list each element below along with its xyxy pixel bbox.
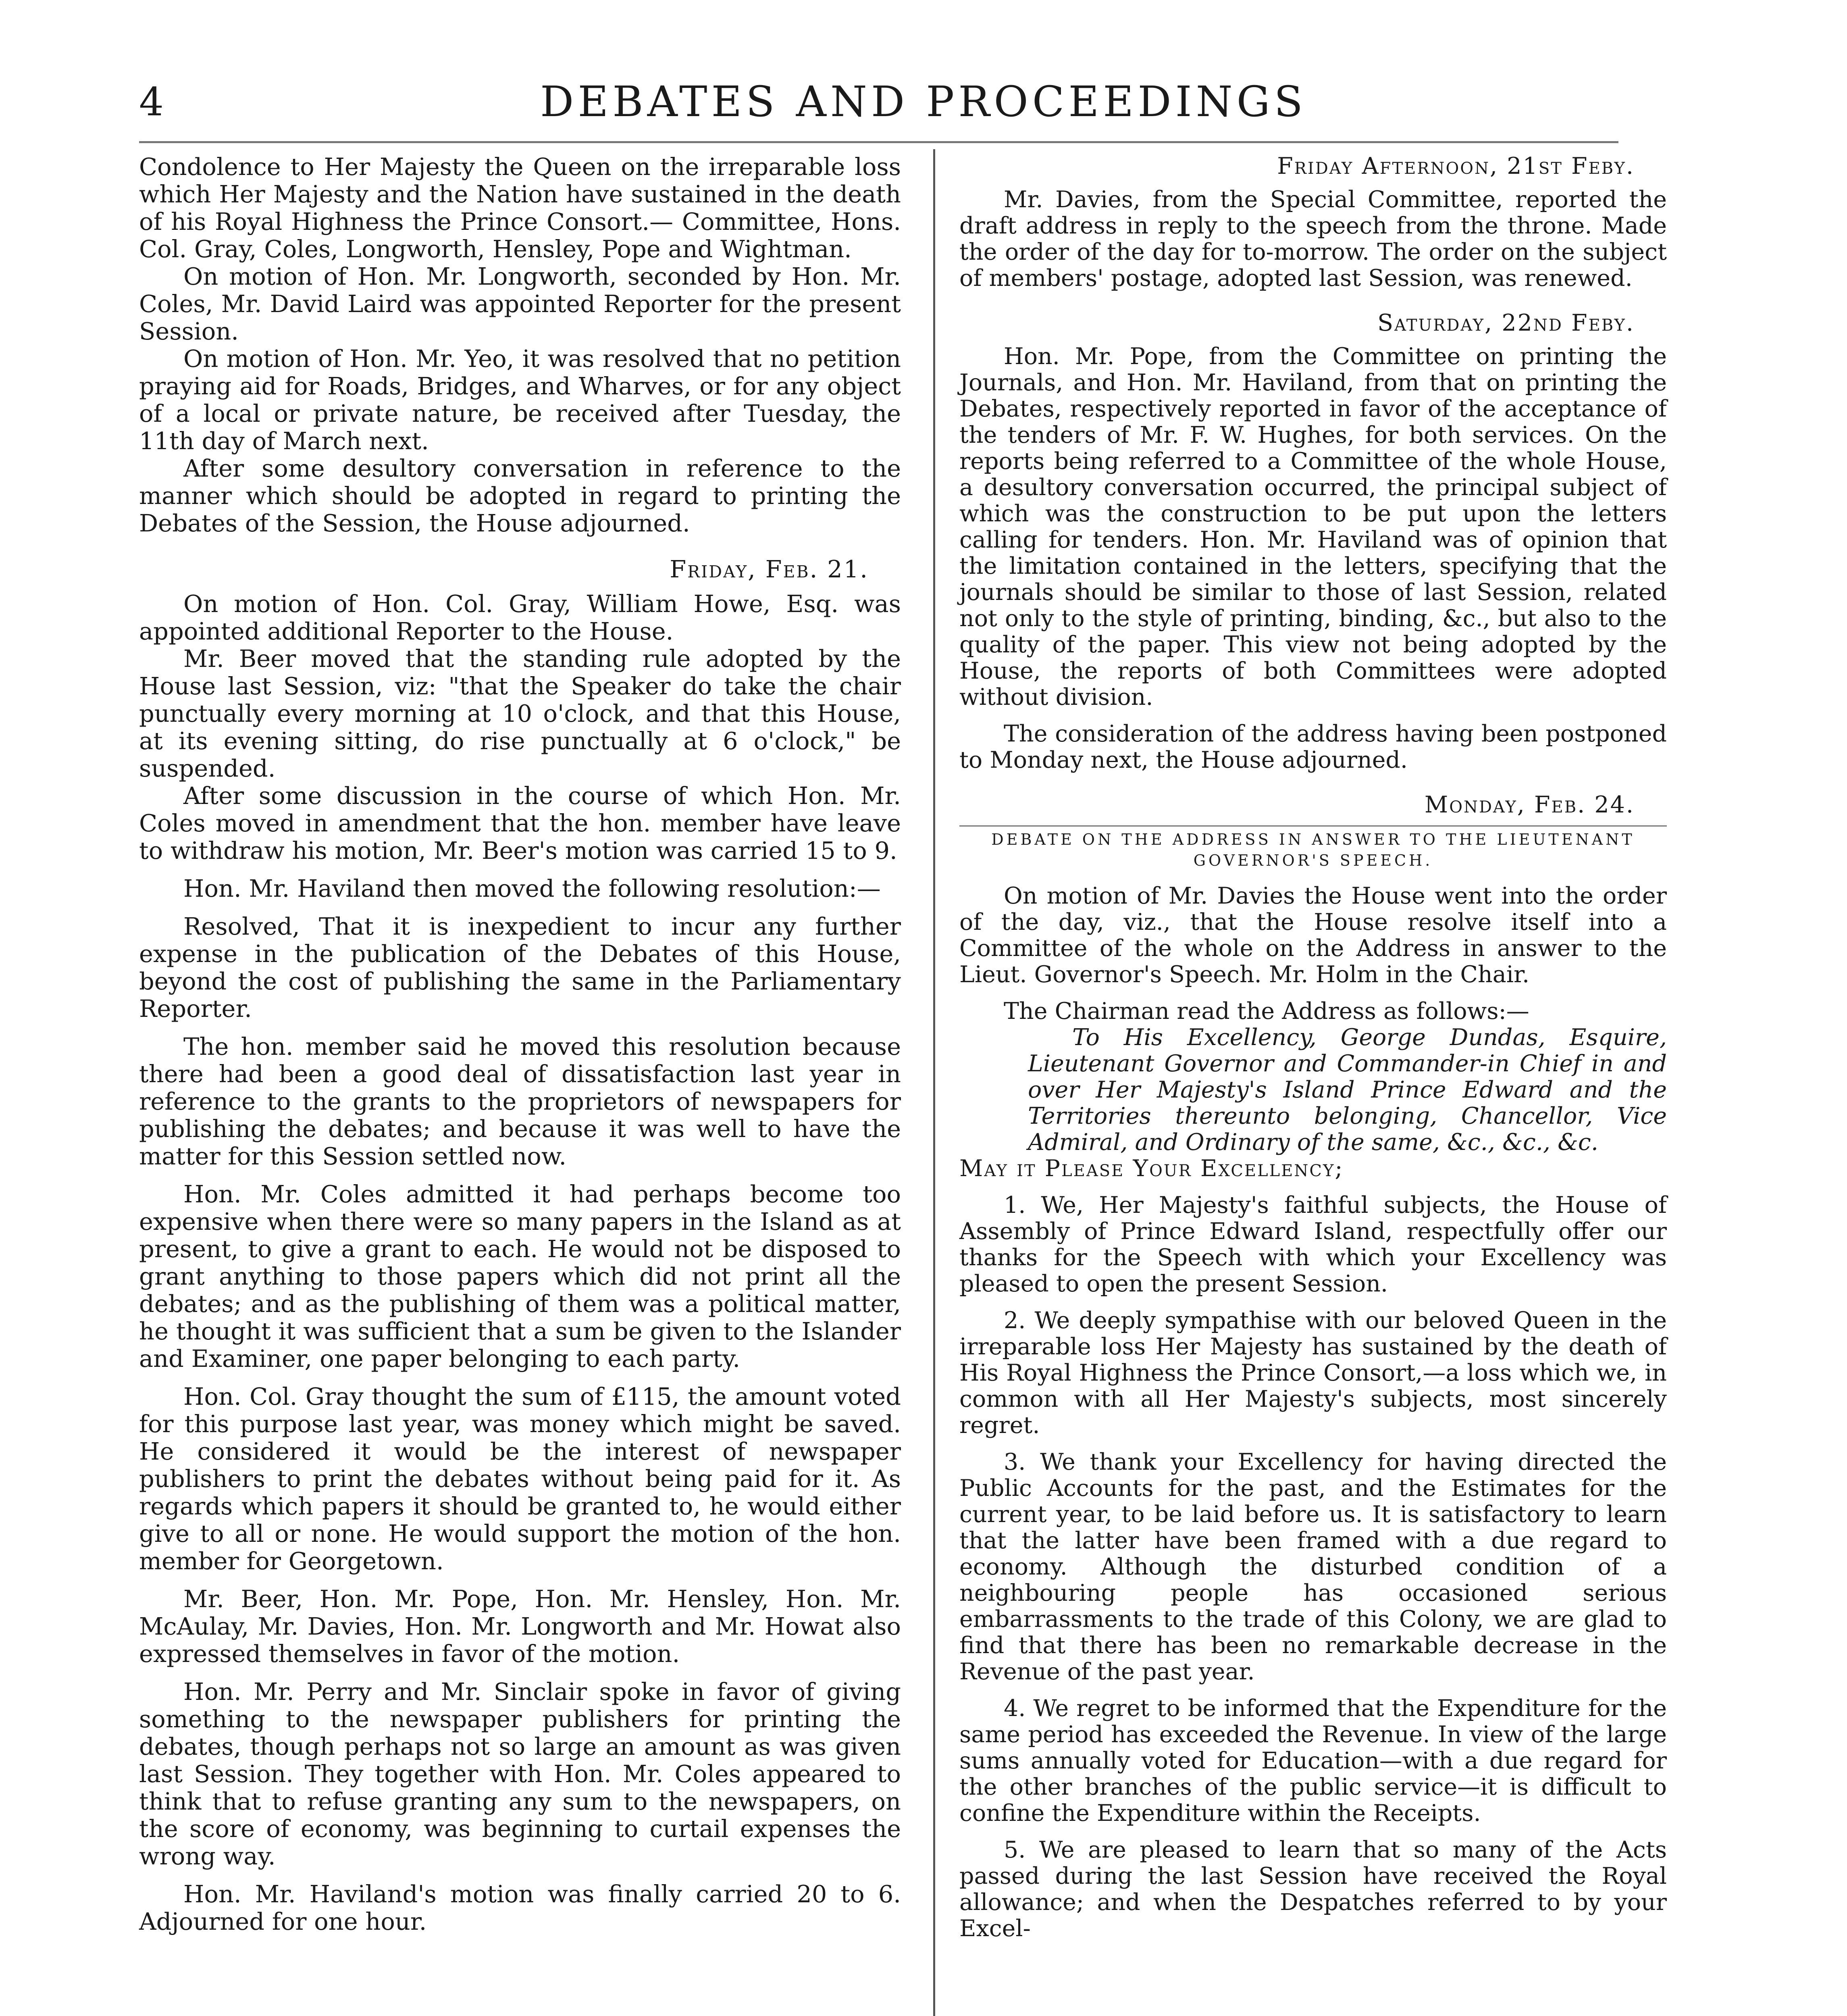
address-paragraph: 5. We are pleased to learn that so many of the Acts passed during the last Session have received the Royal allowance; and when the Despatches referred to by your Excel- [959, 1837, 1667, 1942]
salutation: May it Please Your Excellency; [959, 1155, 1344, 1182]
paragraph: Hon. Mr. Haviland then moved the following resolution:— [183, 875, 881, 902]
column-divider [933, 149, 935, 2016]
address-paragraph: 1. We, Her Majesty's faithful subjects, the House of Assembly of Prince Edward Island, respectfully offer our thanks for the Speech with which your Excellency was pleased to open the present Session. [959, 1192, 1667, 1297]
section-heading-text: DEBATE ON THE ADDRESS IN ANSWER TO THE LIEUTENANT GOVERNOR'S SPEECH. [991, 831, 1635, 869]
address-paragraph: 4. We regret to be informed that the Expenditure for the same period has exceeded the Revenue. In view of the large sums annually voted for Education—with a due regard for the other branches of the public service—it is difficult to confine the Expenditure within the Receipts. [959, 1695, 1667, 1826]
paragraph: The Chairman read the Address as follows:— [1004, 998, 1529, 1025]
left-column [139, 153, 901, 1935]
paragraph: Hon. Mr. Pope, from the Committee on printing the Journals, and Hon. Mr. Haviland, from that on printing the Debates, respectively reported in favor of the acceptance of the tenders of Mr. F. W. Hughes, for both services. On the reports being referred to a Committee of the whole House, a desultory conversation occurred, the principal subject of which was the construction to be put upon the letters calling for tenders. Hon. Mr. Haviland was of opinion that the limitation contained in the letters, specifying that the journals should be similar to those of last Session, related not only to the style of printing, binding, &c., but also to the quality of the paper. This view not being adopted by the House, the reports of both Committees were adopted without division. [959, 343, 1667, 710]
paragraph: After some desultory conversation in reference to the manner which should be adopted in regard to printing the Debates of the Session, the House adjourned. [139, 454, 901, 537]
paragraph: On motion of Hon. Mr. Yeo, it was resolved that no petition praying aid for Roads, Bridges, and Wharves, or for any object of a local or private nature, be received after Tuesday, the 11th day of March next. [139, 345, 901, 455]
page-number: 4 [139, 79, 164, 125]
paragraph: Mr. Beer, Hon. Mr. Pope, Hon. Mr. Hensley, Hon. Mr. McAulay, Mr. Davies, Hon. Mr. Longworth and Mr. Howat also expressed themselves in favor of the motion. [139, 1585, 901, 1668]
paragraph: Mr. Davies, from the Special Committee, reported the draft address in reply to the speech from the throne. Made the order of the day for to-morrow. The order on the subject of members' postage, adopted last Session, was renewed. [959, 186, 1667, 292]
address-paragraph: 3. We thank your Excellency for having directed the Public Accounts for the past, and the Estimates for the current year, to be laid before us. It is satisfactory to learn that the latter have been framed with a due regard to economy. Although the disturbed condition of a neighbouring people has occasioned serious embarrassments to the trade of this Colony, we are glad to find that there has been no remarkable decrease in the Revenue of the past year. [959, 1449, 1667, 1685]
paragraph: On motion of Hon. Mr. Longworth, seconded by Hon. Mr. Coles, Mr. David Laird was appointed Reporter for the present Session. [139, 262, 901, 345]
paragraph: The consideration of the address having been postponed to Monday next, the House adjourned. [959, 721, 1667, 773]
header-rule [139, 141, 1618, 143]
resolution-paragraph: Resolved, That it is inexpedient to incur any further expense in the publication of the Debates of this House, beyond the cost of publishing the same in the Parliamentary Reporter. [139, 912, 901, 1023]
paragraph: The hon. member said he moved this resolution because there had been a good deal of dissatisfaction last year in reference to the grants to the proprietors of newspapers for publishing the debates; and because it was well to have the matter for this Session settled now. [139, 1033, 901, 1170]
paragraph: Hon. Mr. Haviland's motion was finally carried 20 to 6. Adjourned for one hour. [139, 1880, 901, 1935]
running-title: DEBATES AND PROCEEDINGS [540, 77, 1307, 126]
section-rule [959, 825, 1667, 827]
paragraph: Hon. Col. Gray thought the sum of £115, the amount voted for this purpose last year, was money which might be saved. He considered it would be the interest of newspaper publishers to print the debates without being paid for it. As regards which papers it should be granted to, he would either give to all or none. He would support the motion of the hon. member for Georgetown. [139, 1383, 901, 1575]
paragraph: Condolence to Her Majesty the Queen on the irreparable loss which Her Majesty and the Nation have sustained in the death of his Royal Highness the Prince Consort.— Committee, Hons. Col. Gray, Coles, Longworth, Hensley, Pope and Wightman. [139, 153, 901, 263]
dateline: Monday, Feb. 24. [1424, 791, 1635, 818]
paragraph: Hon. Mr. Coles admitted it had perhaps become too expensive when there were so many papers in the Island as at present, to give a grant to each. He would not be disposed to grant anything to those papers which did not print all the debates; and as the publishing of them was a political matter, he thought it was sufficient that a sum be given to the Islander and Examiner, one paper belonging to each party. [139, 1180, 901, 1372]
dateline: Friday Afternoon, 21st Feby. [1277, 153, 1635, 179]
dateline: Friday, Feb. 21. [670, 555, 869, 583]
address-recipient: To His Excellency, George Dundas, Esquire, Lieutenant Governor and Commander-in Chief in and over Her Majesty's Island Prince Edward and the Territories thereunto belonging, Chancellor, Vice Admiral, and Ordinary of the same, &c., &c., &c. [1028, 1024, 1667, 1156]
paragraph: On motion of Hon. Col. Gray, William Howe, Esq. was appointed additional Reporter to the House. [139, 590, 901, 645]
dateline: Saturday, 22nd Feby. [1377, 310, 1635, 336]
paragraph: Mr. Beer moved that the standing rule adopted by the House last Session, viz: "that the Speaker do take the chair punctually every morning at 10 o'clock, and that this House, at its evening sitting, do rise punctually at 6 o'clock," be suspended. [139, 645, 901, 782]
paragraph: Hon. Mr. Perry and Mr. Sinclair spoke in favor of giving something to the newspaper publishers for printing the debates, though perhaps not so large an amount as was given last Session. They together with Hon. Mr. Coles appeared to think that to refuse granting any sum to the newspapers, on the score of economy, was beginning to curtail expenses the wrong way. [139, 1678, 901, 1870]
section-heading [959, 825, 1667, 871]
paragraph: On motion of Mr. Davies the House went into the order of the day, viz., that the House resolve itself into a Committee of the whole on the Address in answer to the Lieut. Governor's Speech. Mr. Holm in the Chair. [959, 883, 1667, 988]
paragraph: After some discussion in the course of which Hon. Mr. Coles moved in amendment that the hon. member have leave to withdraw his motion, Mr. Beer's motion was carried 15 to 9. [139, 782, 901, 864]
right-column [959, 153, 1667, 1942]
address-paragraph: 2. We deeply sympathise with our beloved Queen in the irreparable loss Her Majesty has sustained by the death of His Royal Highness the Prince Consort,—a loss which we, in common with all Her Majesty's subjects, most sincerely regret. [959, 1307, 1667, 1439]
